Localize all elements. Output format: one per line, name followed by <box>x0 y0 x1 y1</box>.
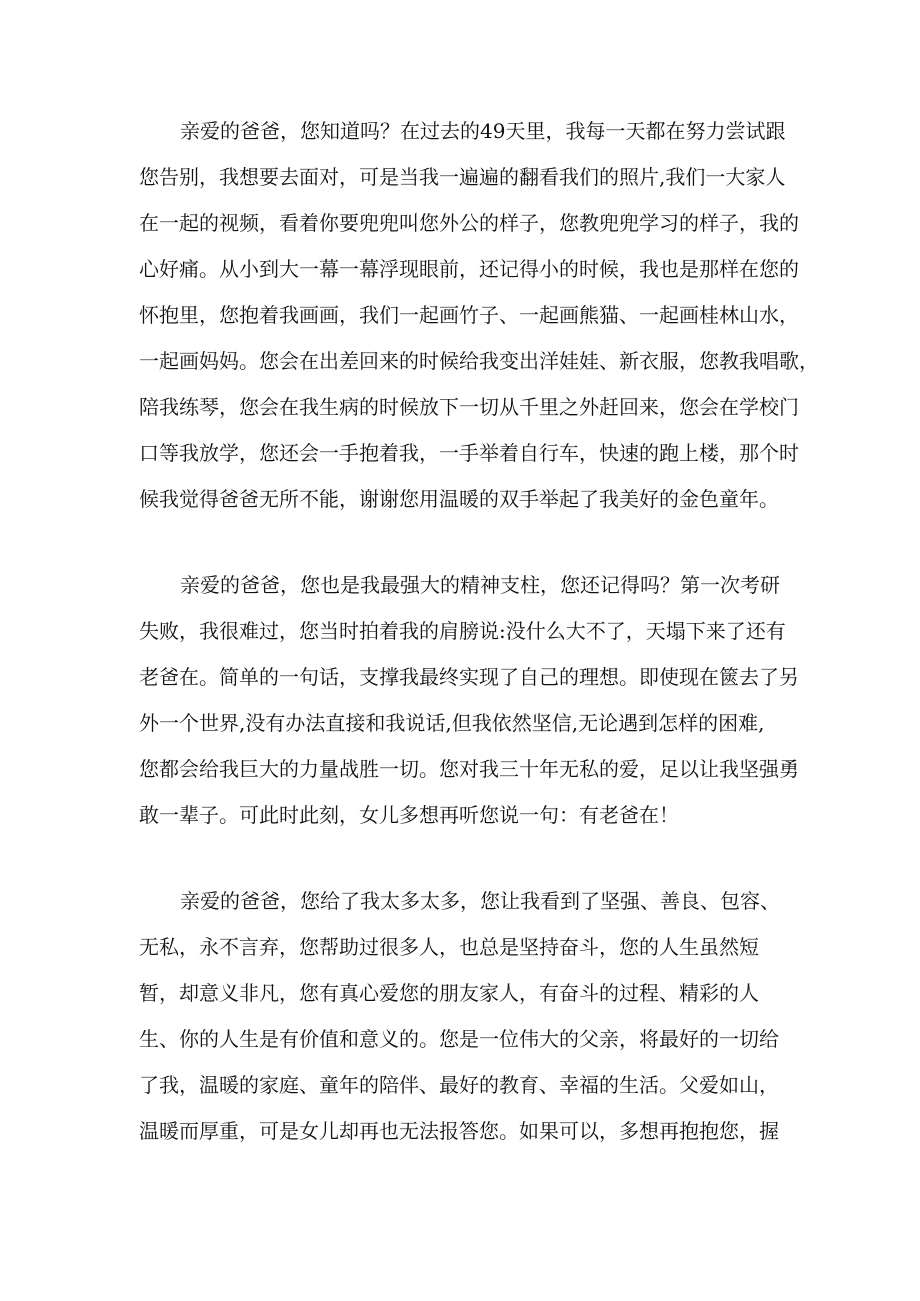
text-line: 口等我放学，您还会一手抱着我，一手举着自行车，快速的跑上楼，那个时 <box>139 441 799 465</box>
paragraph-gap <box>139 838 789 878</box>
text-line: 无私，永不言弃，您帮助过很多人，也总是坚持奋斗，您的人生虽然短 <box>139 935 759 959</box>
paragraph-gap <box>139 522 789 562</box>
text-line: 您告别，我想要去面对，可是当我一遍遍的翻看我们的照片,我们一大家人 <box>139 165 786 189</box>
paragraph-1 <box>139 108 819 522</box>
text-line: 心好痛。从小到大一幕一幕浮现眼前，还记得小的时候，我也是那样在您的 <box>139 257 799 281</box>
text-line: 生、你的人生是有价值和意义的。您是一位伟大的父亲，将最好的一切给 <box>139 1027 779 1051</box>
paragraph-3 <box>139 878 789 1154</box>
text-line: 亲爱的爸爸，您知道吗？在过去的49天里，我每一天都在努力尝试跟 <box>180 119 786 143</box>
text-line: 敢一辈子。可此时此刻，女儿多想再听您说一句：有老爸在！ <box>139 803 679 827</box>
text-line: 温暖而厚重，可是女儿却再也无法报答您。如果可以，多想再抱抱您，握 <box>139 1119 779 1143</box>
text-line: 您都会给我巨大的力量战胜一切。您对我三十年无私的爱，足以让我坚强勇 <box>139 757 799 781</box>
text-line: 亲爱的爸爸，您也是我最强大的精神支柱，您还记得吗？第一次考研 <box>180 573 780 597</box>
text-line: 一起画妈妈。您会在出差回来的时候给我变出洋娃娃、新衣服，您教我唱歌， <box>139 349 819 373</box>
text-line: 了我，温暖的家庭、童年的陪伴、最好的教育、幸福的生活。父爱如山， <box>139 1073 779 1097</box>
text-line: 怀抱里，您抱着我画画，我们一起画竹子、一起画熊猫、一起画桂林山水， <box>139 303 799 327</box>
document-body <box>139 108 819 1154</box>
text-line: 在一起的视频，看着你要兜兜叫您外公的样子，您教兜兜学习的样子，我的 <box>139 211 799 235</box>
text-line: 失败，我很难过，您当时拍着我的肩膀说:没什么大不了，天塌下来了还有 <box>139 619 786 643</box>
text-line: 老爸在。简单的一句话，支撑我最终实现了自己的理想。即使现在篋去了另 <box>139 665 799 689</box>
text-line: 亲爱的爸爸，您给了我太多太多，您让我看到了坚强、善良、包容、 <box>180 889 780 913</box>
text-line: 外一个世界,没有办法直接和我说话,但我依然坚信,无论遇到怎样的困难, <box>139 711 765 735</box>
text-line: 暂，却意义非凡，您有真心爱您的朋友家人，有奋斗的过程、精彩的人 <box>139 981 759 1005</box>
paragraph-2 <box>139 562 799 838</box>
text-line: 陪我练琴，您会在我生病的时候放下一切从千里之外赶回来，您会在学校门 <box>139 395 799 419</box>
text-line: 候我觉得爸爸无所不能，谢谢您用温暖的双手举起了我美好的金色童年。 <box>139 487 779 511</box>
